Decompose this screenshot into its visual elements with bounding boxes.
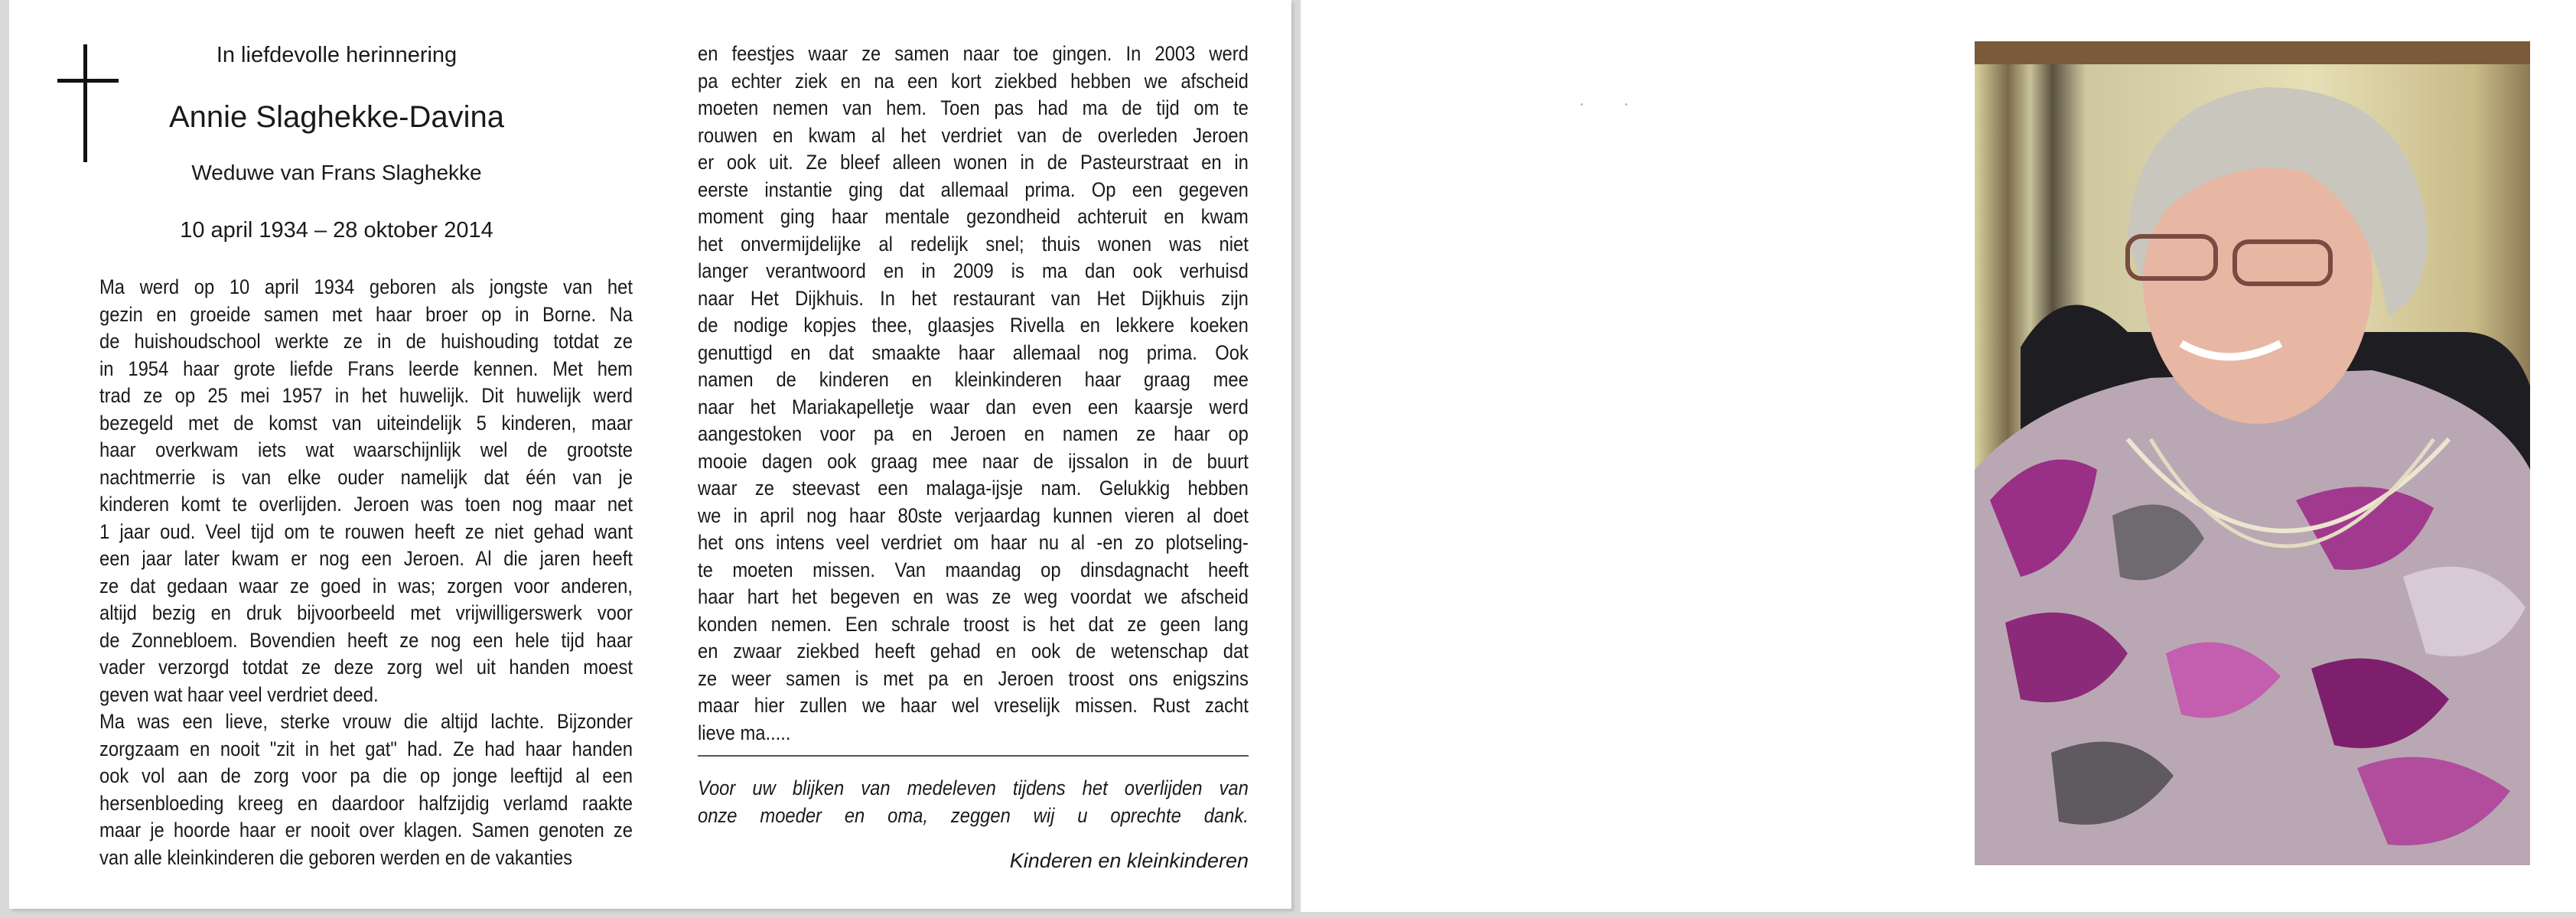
text-line: pa echter ziek en na een kort ziekbed hebben we afscheid bbox=[698, 69, 1249, 93]
text-line: genuttigd en dat smaakte haar allemaal nog prima. Ook bbox=[698, 340, 1249, 364]
thank-you-line: Voor uw blijken van medeleven tijdens het overlijden van bbox=[698, 776, 1249, 799]
paper-speck bbox=[1581, 103, 1583, 106]
text-line: er ook uit. Ze bleef alleen wonen in de Pasteurstraat en in bbox=[698, 151, 1249, 174]
text-line: de huishoudschool werkte ze in de huishouding totdat ze bbox=[99, 330, 633, 353]
text-line: altijd bezig en druk bijvoorbeeld met vrijwilligerswerk voor bbox=[99, 601, 633, 624]
text-line: zorgzaam en nooit "zit in het gat" had. Ze had haar handen bbox=[99, 737, 633, 760]
text-line: aangestoken voor pa en Jeroen en namen ze haar op bbox=[698, 422, 1249, 445]
text-line: het ons intens veel verdriet om haar nu al -en zo plotseling- bbox=[698, 531, 1249, 554]
text-line: rouwen en kwam al het verdriet van de overleden Jeroen bbox=[698, 123, 1249, 147]
text-line: haar overkwam iets wat waarschijnlijk wel de grootste bbox=[99, 438, 633, 461]
text-line: nachtmerrie is van elke ouder namelijk dat één van je bbox=[99, 465, 633, 489]
text-line: bezegeld met de komst van uiteindelijk 5 kinderen, maar bbox=[99, 411, 633, 435]
deceased-name: Annie Slaghekke-Davina bbox=[168, 100, 505, 134]
text-line: hersenbloeding kreeg en daardoor halfzijdig verlamd raakte bbox=[99, 791, 633, 815]
text-line: mooie dagen ook graag mee naar de ijssalon in de buurt bbox=[698, 449, 1249, 473]
text-line: moeten nemen van hem. Toen pas had ma de tijd om te bbox=[698, 96, 1249, 119]
biography-middle-column bbox=[698, 41, 1249, 747]
life-dates: 10 april 1934 – 28 oktober 2014 bbox=[180, 218, 493, 243]
portrait-photo bbox=[1975, 41, 2530, 865]
text-line: te moeten missen. Van maandag op dinsdagnacht heeft bbox=[698, 558, 1249, 581]
text-line: konden nemen. Een schrale troost is het dat ze geen lang bbox=[698, 612, 1249, 636]
text-line: waar ze steevast een malaga-ijsje nam. Gelukkig hebben bbox=[698, 477, 1249, 500]
text-line: de Zonnebloem. Bovendien heeft ze nog een hele tijd haar bbox=[99, 628, 633, 652]
text-line: maar hier zullen we haar wel vreselijk missen. Rust zacht bbox=[698, 694, 1249, 717]
text-line: namen de kinderen en kleinkinderen haar graag mee bbox=[698, 368, 1249, 391]
text-line: in 1954 haar grote liefde Frans leerde kennen. Met hem bbox=[99, 356, 633, 380]
text-line: haar hart het begeven en was ze weg voordat we afscheid bbox=[698, 585, 1249, 608]
text-line: Ma was een lieve, sterke vrouw die altijd lachte. Bijzonder bbox=[99, 710, 633, 733]
text-line: gezin en groeide samen met haar broer op in Borne. Na bbox=[99, 302, 633, 326]
cross-vertical-bar bbox=[83, 44, 87, 162]
text-line: vader verzorgd totdat ze deze zorg wel uit handen moest bbox=[99, 656, 633, 679]
text-line: trad ze op 25 mei 1957 in het huwelijk. Dit huwelijk werd bbox=[99, 384, 633, 407]
text-line: Ma werd op 10 april 1934 geboren als jongste van het bbox=[99, 275, 633, 298]
text-line: het onvermijdelijke al redelijk snel; thuis wonen was niet bbox=[698, 232, 1249, 256]
text-line: en zwaar ziekbed heeft gehad en ook de wetenschap dat bbox=[698, 640, 1249, 662]
text-line: eerste instantie ging dat allemaal prima. Op een gegeven bbox=[698, 177, 1249, 201]
text-line: ze dat gedaan waar ze goed in was; zorgen voor anderen, bbox=[99, 574, 633, 597]
text-line: ook vol aan de zorg voor pa die op jonge leeftijd al een bbox=[99, 764, 633, 787]
text-line: naar het Mariakapelletje waar dan even een kaarsje werd bbox=[698, 395, 1249, 418]
text-line: kinderen komt te overlijden. Jeroen was toen nog maar net bbox=[99, 493, 633, 516]
text-line: van alle kleinkinderen die geboren werden en de vakanties bbox=[99, 845, 573, 869]
text-line: een jaar later kwam er nog een Jeroen. Al die jaren heeft bbox=[99, 547, 633, 570]
divider-line bbox=[698, 755, 1249, 757]
portrait-illustration bbox=[1975, 41, 2530, 865]
text-line: en feestjes waar ze samen naar toe gingen. In 2003 werd bbox=[698, 42, 1249, 65]
cross-horizontal-bar bbox=[57, 79, 119, 83]
text-line: we in april nog haar 80ste verjaardag kunnen vieren al doet bbox=[698, 503, 1249, 527]
text-line: geven wat haar veel verdriet deed. bbox=[99, 682, 379, 706]
paper-speck bbox=[1625, 103, 1627, 106]
intro-heading: In liefdevolle herinnering bbox=[216, 43, 458, 67]
text-line: langer verantwoord en in 2009 is ma dan ook verhuisd bbox=[698, 259, 1249, 282]
text-line: naar Het Dijkhuis. In het restaurant van Het Dijkhuis zijn bbox=[698, 286, 1249, 310]
thank-you-note bbox=[698, 775, 1249, 829]
text-line: moment ging haar mentale gezondheid achteruit en kwam bbox=[698, 205, 1249, 228]
signature: Kinderen en kleinkinderen bbox=[1009, 849, 1249, 872]
text-line: maar je hoorde haar er nooit over klagen. Samen genoten ze bbox=[99, 819, 633, 842]
thank-you-line: onze moeder en oma, zeggen wij u oprechte dank. bbox=[698, 803, 1249, 827]
text-line: 1 jaar oud. Veel tijd om te rouwen heeft ze niet gehad want bbox=[99, 519, 633, 543]
text-line: lieve ma..... bbox=[698, 721, 791, 744]
biography-left-column bbox=[99, 274, 633, 871]
text-line: de nodige kopjes thee, glaasjes Rivella en lekkere koeken bbox=[698, 314, 1249, 337]
text-line: ze weer samen is met pa en Jeroen troost ons enigszins bbox=[698, 666, 1249, 690]
widow-of-line: Weduwe van Frans Slaghekke bbox=[191, 161, 482, 184]
